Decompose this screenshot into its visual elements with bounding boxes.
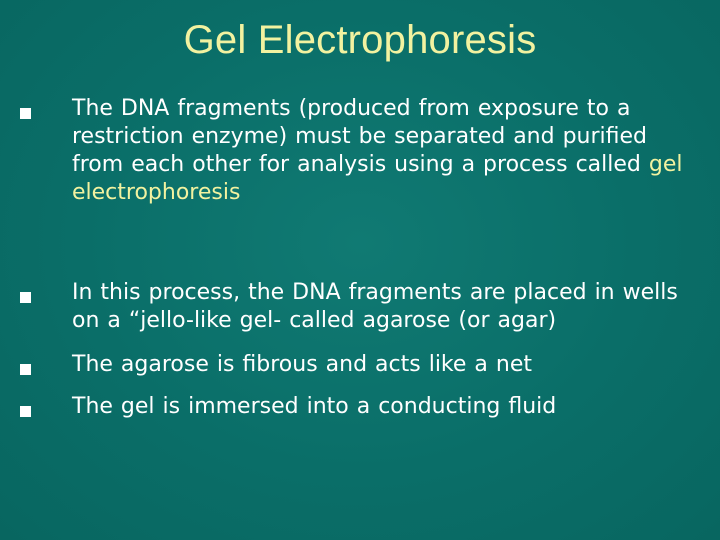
square-bullet-icon xyxy=(20,108,31,119)
bullet-item xyxy=(20,393,700,421)
bullet-text-body: The DNA fragments (produced from exposure to a restriction enzyme) must be separated and purified from each other for analysis using a process called xyxy=(72,96,649,177)
bullet-text: The gel is immersed into a conducting fluid xyxy=(72,394,557,419)
bullet-item xyxy=(20,95,700,207)
slide-title: Gel Electrophoresis xyxy=(183,18,537,62)
bullet-text: In this process, the DNA fragments are placed in wells on a “jello-like gel- called agarose (or agar) xyxy=(72,280,678,333)
bullet-text xyxy=(72,95,700,207)
square-bullet-icon xyxy=(20,292,31,303)
highlighted-term: gel electrophoresis xyxy=(72,152,683,205)
square-bullet-icon xyxy=(20,364,31,375)
square-bullet-icon xyxy=(20,406,31,417)
bullet-item xyxy=(20,351,700,379)
bullet-item xyxy=(20,279,700,335)
bullet-text: The agarose is fibrous and acts like a net xyxy=(72,352,532,377)
